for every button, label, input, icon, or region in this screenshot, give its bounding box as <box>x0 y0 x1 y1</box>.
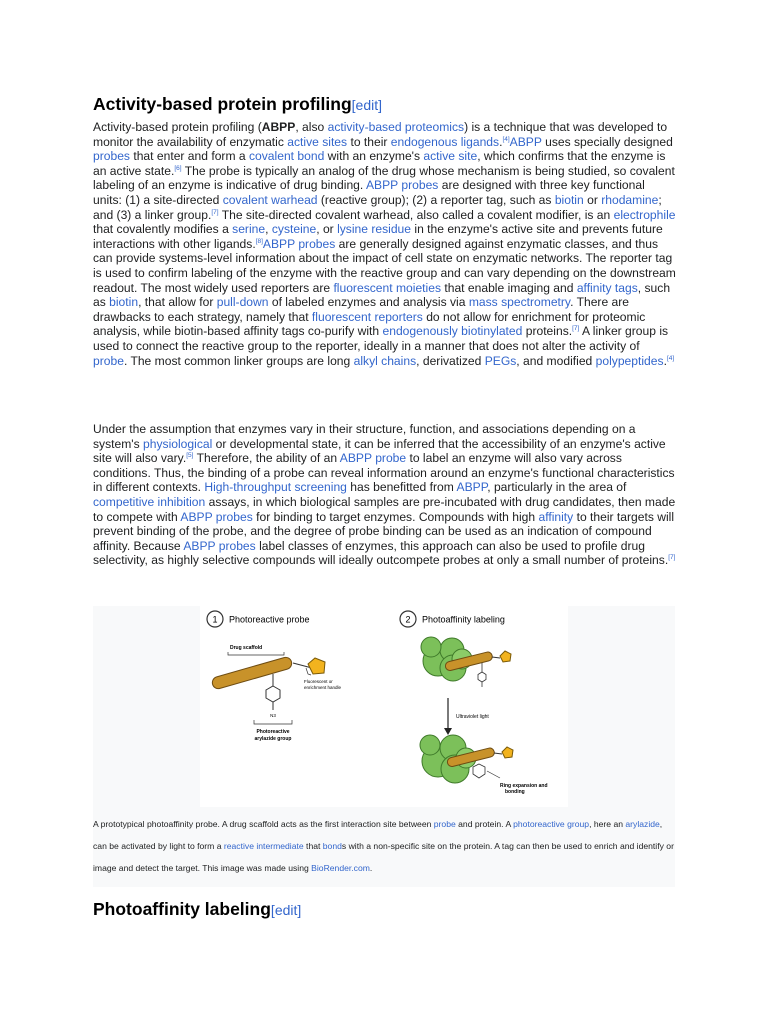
label-drug-scaffold: Drug scaffold <box>230 645 263 651</box>
panel-title: Photoaffinity labeling <box>422 614 505 625</box>
figure-image[interactable] <box>200 606 568 807</box>
drug-scaffold-rod <box>211 656 293 690</box>
edit-section-link: [edit] <box>270 902 302 918</box>
link-competitive-inhibition[interactable]: competitive inhibition <box>93 494 206 509</box>
link-abpp-probes[interactable]: ABPP probes <box>183 538 256 553</box>
label-handle: Fluorescent or <box>304 679 333 684</box>
link-physiological[interactable]: physiological <box>143 436 213 451</box>
citation[interactable]: [7] <box>572 325 580 333</box>
citation[interactable]: [4] <box>502 135 510 143</box>
link-abpp-probes[interactable]: ABPP probes <box>365 178 439 193</box>
link-covalent-warhead[interactable]: covalent warhead <box>222 192 318 207</box>
citation[interactable]: [8] <box>255 237 263 245</box>
link-photoreactive-group[interactable]: photoreactive group <box>513 819 590 829</box>
panel-1-photoreactive-probe <box>207 611 342 742</box>
link-probes[interactable]: probes <box>93 149 130 164</box>
label-ring-expansion: Ring expansion and <box>500 783 548 789</box>
label-azide: N3 <box>270 713 276 718</box>
link-probe[interactable]: probe <box>93 353 124 368</box>
edit-section-link: [edit] <box>351 97 382 113</box>
link-affinity[interactable]: affinity <box>538 509 574 524</box>
link-cysteine[interactable]: cysteine <box>271 222 317 237</box>
link-bond[interactable]: bond <box>322 840 342 851</box>
panel-number: 1 <box>212 614 218 625</box>
link-high-throughput-screening[interactable]: High-throughput screening <box>204 480 347 495</box>
svg-text:bonding: bonding <box>505 789 525 795</box>
link-reactive-intermediate[interactable]: reactive intermediate <box>223 840 304 851</box>
link-affinity-tags[interactable]: affinity tags <box>576 280 638 295</box>
link-probe[interactable]: probe <box>433 819 456 829</box>
svg-text:enrichment handle: enrichment handle <box>304 685 342 690</box>
link-fluorescent-moieties[interactable]: fluorescent moieties <box>333 280 441 295</box>
svg-text:arylazide group: arylazide group <box>254 736 292 742</box>
citation[interactable]: [6] <box>174 164 182 172</box>
link-biotin[interactable]: biotin <box>554 192 584 207</box>
section-title: Activity-based protein profiling <box>93 94 352 114</box>
link-pegs[interactable]: PEGs <box>484 353 517 368</box>
arrow-head <box>444 728 452 735</box>
link-biotin[interactable]: biotin <box>109 295 139 310</box>
label-uv-light: Ultraviolet light <box>456 714 489 720</box>
link-lysine-residue[interactable]: lysine residue <box>337 222 412 237</box>
citation[interactable]: [5] <box>186 452 194 460</box>
figure-photoaffinity-probe <box>93 606 675 887</box>
link-electrophile[interactable]: electrophile <box>613 207 676 222</box>
figure-caption: A prototypical photoaffinity probe. A drug scaffold acts as the first interaction site between probe and protein. A photoreactive group, here an arylazide, can be activated by light to form a reactive intermediate that bonds with a non-specific site on the protein. A tag can then be used to enrich and identify or image and detect the target. This image was made using BioRender.com. <box>93 819 674 873</box>
link-abpp-probes[interactable]: ABPP probes <box>180 509 253 524</box>
link-biorender[interactable]: BioRender.com <box>311 862 370 873</box>
section-heading-abpp <box>93 93 382 116</box>
link-serine[interactable]: serine <box>232 222 266 237</box>
citation[interactable]: [7] <box>211 208 219 216</box>
link-active-sites[interactable]: active sites <box>287 134 348 149</box>
link-abpp[interactable]: ABPP <box>509 134 542 149</box>
link-rhodamine[interactable]: rhodamine <box>601 192 659 207</box>
handle-pentagon <box>308 658 325 674</box>
link-pull-down[interactable]: pull-down <box>216 295 269 310</box>
citation[interactable]: [7] <box>668 554 676 562</box>
panel-2-photoaffinity-labeling <box>400 611 548 795</box>
link-arylazide[interactable]: arylazide <box>625 819 660 829</box>
section-heading-photoaffinity <box>93 898 301 921</box>
link-abpp-probes[interactable]: ABPP probes <box>262 236 336 251</box>
edit-link[interactable]: edit <box>355 97 379 113</box>
link-endogenous-ligands[interactable]: endogenous ligands <box>390 134 500 149</box>
link-fluorescent-reporters[interactable]: fluorescent reporters <box>311 309 423 324</box>
paragraph-abpp-overview: Activity-based protein profiling (ABPP, also activity-based proteomics) is a technique that was developed to monitor the availability of enzymatic active sites to their endogenous ligands.[4]ABPP uses specially designed probes that enter and form a covalent bond with an enzyme's active site, which confirms that the enzyme is an active state.[6] The probe is typically an analog of the drug whose mechanism is being studied, so covalent labeling of an enzyme is indicative of drug binding. ABPP probes are designed with three key functional units: (1) a site-directed covalent warhead (reactive group); (2) a reporter tag, such as biotin or rhodamine; and (3) a linker group.[7] The site-directed covalent warhead, also called a covalent modifier, is an electrophile that covalently modifies a serine, cysteine, or lysine residue in the enzyme's active site and prevents future interactions with other ligands.[8]ABPP probes are generally designed against enzymatic classes, and thus can provide systems-level information about the impact of cell state on enzymatic networks. The reporter tag is used to confirm labeling of the enzyme with the reactive group and can vary depending on the downstream readout. The most widely used reporters are fluorescent moieties that enable imaging and affinity tags, such as biotin, that allow for pull-down of labeled enzymes and analysis via mass spectrometry. There are drawbacks to each strategy, namely that fluorescent reporters do not allow for enrichment for proteomic analysis, while biotin-based affinity tags co-purify with endogenously biotinylated proteins.[7] A linker group is used to connect the reactive group to the reporter, ideally in a manner that does not alter the activity of probe. The most common linker groups are long alkyl chains, derivatized PEGs, and modified polypeptides.[4] <box>93 120 676 368</box>
link-alkyl-chains[interactable]: alkyl chains <box>353 353 417 368</box>
link-abpp[interactable]: ABPP <box>456 480 488 495</box>
aryl-ring <box>266 686 280 702</box>
link-abpp-probe[interactable]: ABPP probe <box>339 451 407 466</box>
link-active-site[interactable]: active site <box>423 149 478 164</box>
paragraph-abpp-applications: Under the assumption that enzymes vary in their structure, function, and associations depending on a system's physiological or developmental state, it can be inferred that the accessibility of an enzyme's active site will also vary.[5] Therefore, the ability of an ABPP probe to label an enzyme will also vary across conditions. Thus, the binding of a probe can reveal information around an enzyme's functional characteristics in different contexts. High-throughput screening has benefitted from ABPP, particularly in the area of competitive inhibition assays, in which biological samples are pre-incubated with drug candidates, then made to compete with ABPP probes for binding to target enzymes. Compounds with high affinity to their targets will prevent binding of the probe, and the degree of probe binding can be used as an indication of compound affinity. Because ABPP probes label classes of enzymes, this approach can also be used to profile drug selectivity, as highly selective compounds will ideally outcompete probes at only a small number of proteins.[7] <box>93 422 676 568</box>
edit-link[interactable]: edit <box>274 902 298 918</box>
photoaffinity-diagram <box>200 606 568 807</box>
link-covalent-bond[interactable]: covalent bond <box>248 149 325 164</box>
link-polypeptides[interactable]: polypeptides <box>595 353 664 368</box>
panel-title: Photoreactive probe <box>229 614 310 625</box>
link-mass-spectrometry[interactable]: mass spectrometry <box>468 295 571 310</box>
link-endogenously-biotinylated[interactable]: endogenously biotinylated <box>382 324 523 339</box>
bold-term: ABPP <box>261 120 296 134</box>
panel-number: 2 <box>405 614 411 625</box>
link-activity-based-proteomics[interactable]: activity-based proteomics <box>327 120 465 134</box>
section-title: Photoaffinity labeling <box>93 899 271 919</box>
label-arylazide: Photoreactive <box>256 729 290 735</box>
citation[interactable]: [4] <box>666 354 675 362</box>
